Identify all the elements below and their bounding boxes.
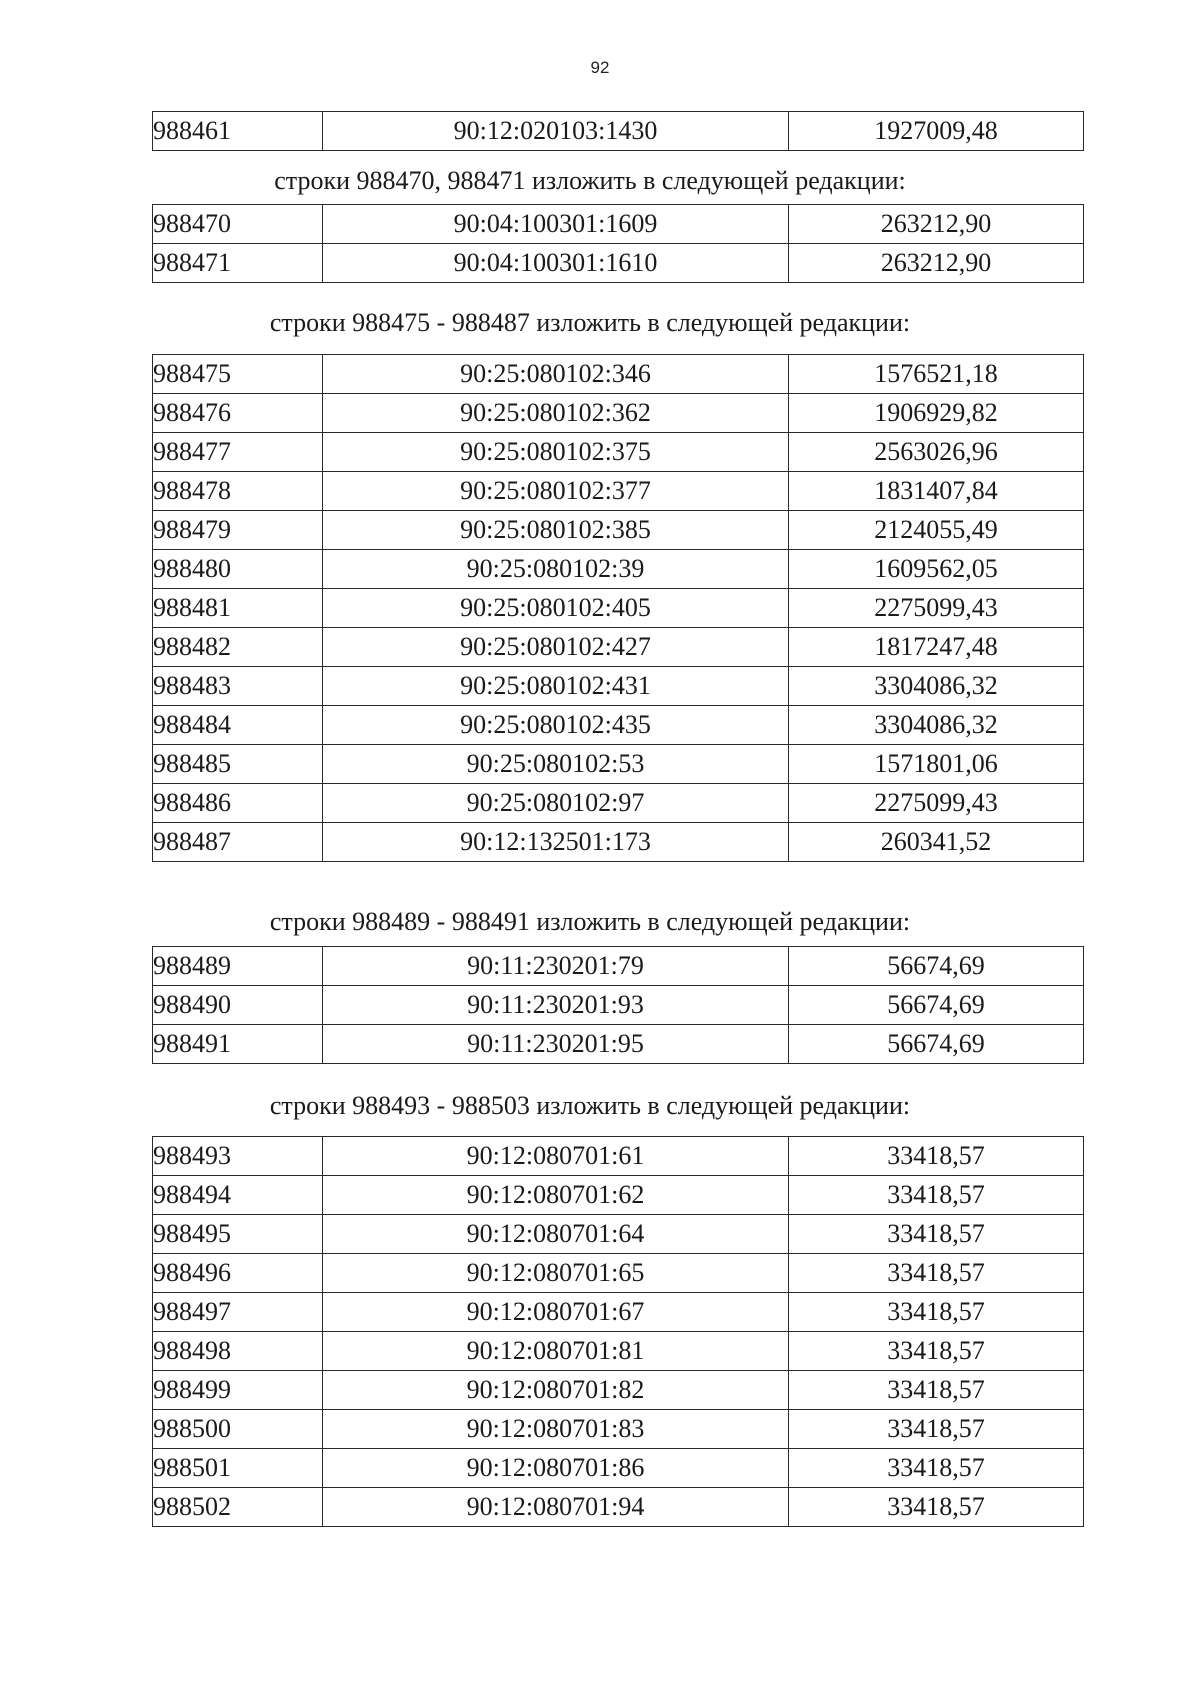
table-row [153,1176,1084,1215]
table-row [153,1293,1084,1332]
row-number: 988495 [153,1215,323,1254]
row-number: 988502 [153,1488,323,1527]
row-number: 988497 [153,1293,323,1332]
row-number: 988501 [153,1449,323,1488]
cadastral-number: 90:25:080102:385 [323,511,789,550]
cadastral-number: 90:25:080102:39 [323,550,789,589]
cadastral-table-1 [152,111,1084,151]
cadastral-number: 90:12:080701:67 [323,1293,789,1332]
cadastral-number: 90:25:080102:405 [323,589,789,628]
cadastral-value: 33418,57 [789,1254,1084,1293]
cadastral-number: 90:12:080701:64 [323,1215,789,1254]
cadastral-number: 90:12:080701:82 [323,1371,789,1410]
cadastral-number: 90:25:080102:97 [323,784,789,823]
cadastral-number: 90:25:080102:53 [323,745,789,784]
cadastral-number: 90:25:080102:346 [323,355,789,394]
table-row [153,1371,1084,1410]
table-row [153,1332,1084,1371]
cadastral-value: 3304086,32 [789,667,1084,706]
table-row [153,1215,1084,1254]
cadastral-value: 56674,69 [789,947,1084,986]
cadastral-number: 90:11:230201:93 [323,986,789,1025]
cadastral-value: 260341,52 [789,823,1084,862]
cadastral-value: 33418,57 [789,1332,1084,1371]
cadastral-number: 90:12:080701:62 [323,1176,789,1215]
row-number: 988498 [153,1332,323,1371]
row-number: 988481 [153,589,323,628]
cadastral-number: 90:12:080701:94 [323,1488,789,1527]
page-number: 92 [590,58,610,77]
cadastral-number: 90:04:100301:1610 [323,244,789,283]
row-number: 988478 [153,472,323,511]
table-row [153,112,1084,151]
cadastral-value: 33418,57 [789,1176,1084,1215]
cadastral-number: 90:12:080701:83 [323,1410,789,1449]
cadastral-value: 33418,57 [789,1488,1084,1527]
cadastral-value: 3304086,32 [789,706,1084,745]
cadastral-value: 33418,57 [789,1371,1084,1410]
row-number: 988500 [153,1410,323,1449]
cadastral-number: 90:12:132501:173 [323,823,789,862]
table-row [153,823,1084,862]
cadastral-value: 1576521,18 [789,355,1084,394]
table-row [153,1025,1084,1064]
table-row [153,986,1084,1025]
table-row [153,628,1084,667]
cadastral-number: 90:12:020103:1430 [323,112,789,151]
row-number: 988486 [153,784,323,823]
cadastral-number: 90:12:080701:65 [323,1254,789,1293]
row-number: 988490 [153,986,323,1025]
cadastral-value: 1571801,06 [789,745,1084,784]
cadastral-value: 263212,90 [789,205,1084,244]
cadastral-value: 1609562,05 [789,550,1084,589]
table-row [153,433,1084,472]
table-row [153,511,1084,550]
table-row [153,472,1084,511]
table-row [153,244,1084,283]
cadastral-value: 263212,90 [789,244,1084,283]
table-row [153,947,1084,986]
table-row [153,1137,1084,1176]
table-row [153,1410,1084,1449]
row-number: 988484 [153,706,323,745]
cadastral-number: 90:25:080102:377 [323,472,789,511]
cadastral-number: 90:04:100301:1609 [323,205,789,244]
row-number: 988480 [153,550,323,589]
cadastral-value: 1906929,82 [789,394,1084,433]
section-heading: строки 988475 - 988487 изложить в следующей редакции: [269,308,911,337]
table-row [153,355,1084,394]
cadastral-number: 90:25:080102:375 [323,433,789,472]
row-number: 988491 [153,1025,323,1064]
row-number: 988479 [153,511,323,550]
row-number: 988477 [153,433,323,472]
cadastral-value: 33418,57 [789,1449,1084,1488]
cadastral-value: 33418,57 [789,1215,1084,1254]
cadastral-value: 56674,69 [789,986,1084,1025]
cadastral-number: 90:12:080701:81 [323,1332,789,1371]
row-number: 988494 [153,1176,323,1215]
row-number: 988470 [153,205,323,244]
cadastral-number: 90:25:080102:362 [323,394,789,433]
row-number: 988496 [153,1254,323,1293]
row-number: 988476 [153,394,323,433]
row-number: 988475 [153,355,323,394]
table-row [153,706,1084,745]
table-row [153,745,1084,784]
cadastral-value: 1831407,84 [789,472,1084,511]
cadastral-value: 33418,57 [789,1410,1084,1449]
cadastral-value: 2124055,49 [789,511,1084,550]
cadastral-table-3 [152,354,1084,862]
table-row [153,205,1084,244]
section-heading: строки 988493 - 988503 изложить в следующей редакции: [269,1091,911,1120]
row-number: 988487 [153,823,323,862]
row-number: 988489 [153,947,323,986]
row-number: 988471 [153,244,323,283]
table-row [153,1488,1084,1527]
cadastral-number: 90:25:080102:435 [323,706,789,745]
cadastral-value: 2275099,43 [789,589,1084,628]
row-number: 988482 [153,628,323,667]
cadastral-table-4 [152,946,1084,1064]
cadastral-value: 2275099,43 [789,784,1084,823]
cadastral-number: 90:11:230201:79 [323,947,789,986]
table-row [153,589,1084,628]
cadastral-table-2 [152,204,1084,283]
cadastral-number: 90:12:080701:61 [323,1137,789,1176]
section-heading: строки 988470, 988471 изложить в следующей редакции: [274,166,906,195]
table-row [153,1449,1084,1488]
cadastral-value: 1927009,48 [789,112,1084,151]
section-heading: строки 988489 - 988491 изложить в следующей редакции: [269,907,911,936]
cadastral-value: 56674,69 [789,1025,1084,1064]
row-number: 988483 [153,667,323,706]
cadastral-value: 33418,57 [789,1137,1084,1176]
cadastral-number: 90:12:080701:86 [323,1449,789,1488]
cadastral-value: 1817247,48 [789,628,1084,667]
row-number: 988493 [153,1137,323,1176]
cadastral-number: 90:11:230201:95 [323,1025,789,1064]
cadastral-value: 33418,57 [789,1293,1084,1332]
table-row [153,1254,1084,1293]
row-number: 988485 [153,745,323,784]
table-row [153,784,1084,823]
cadastral-table-5 [152,1136,1084,1527]
table-row [153,667,1084,706]
table-row [153,394,1084,433]
table-row [153,550,1084,589]
row-number: 988461 [153,112,323,151]
cadastral-value: 2563026,96 [789,433,1084,472]
row-number: 988499 [153,1371,323,1410]
cadastral-number: 90:25:080102:431 [323,667,789,706]
cadastral-number: 90:25:080102:427 [323,628,789,667]
